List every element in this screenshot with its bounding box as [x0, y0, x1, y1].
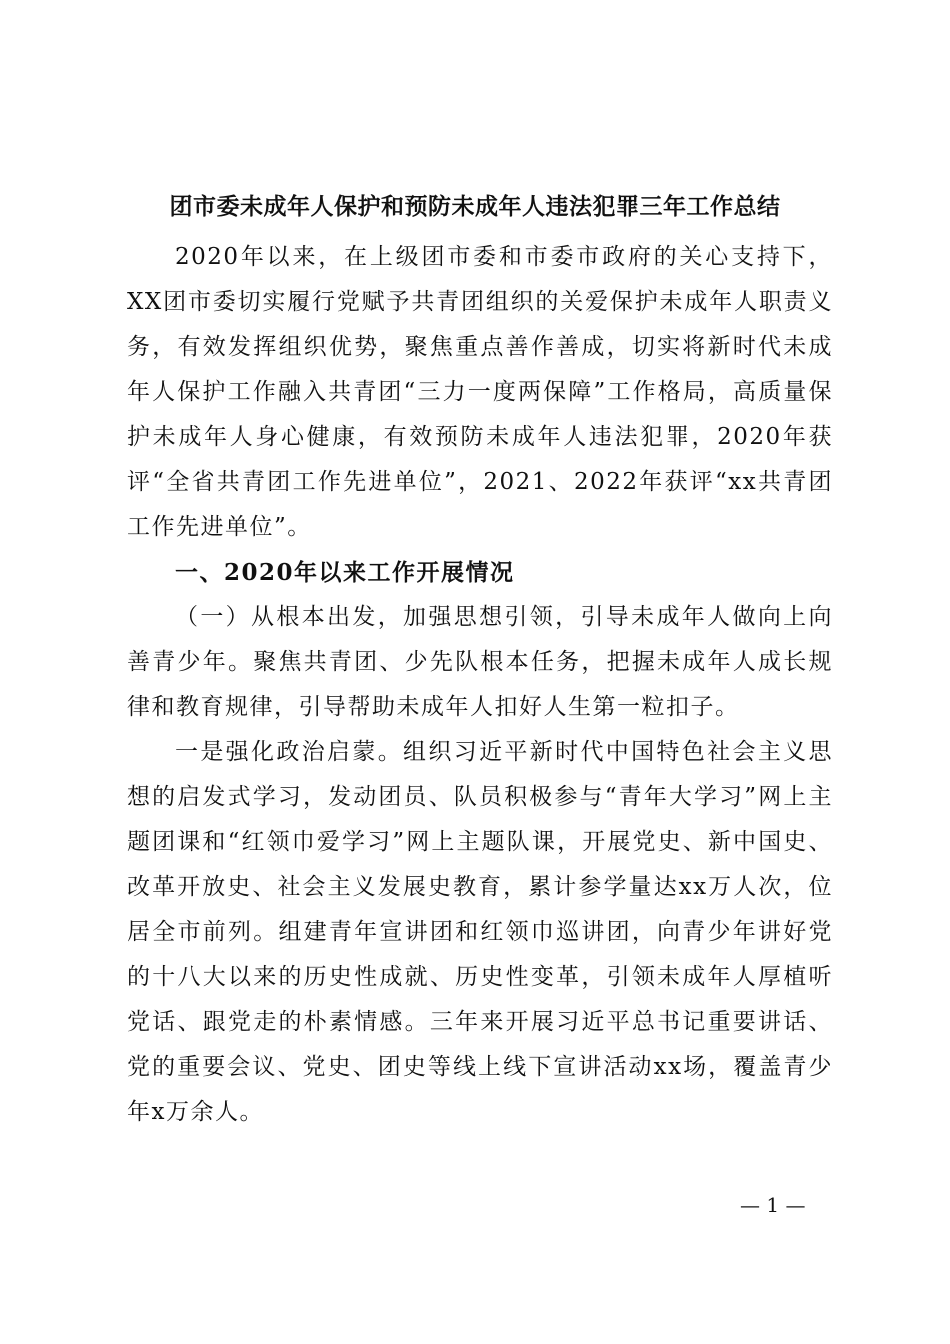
intro-paragraph: 2020年以来，在上级团市委和市委市政府的关心支持下，XX团市委切实履行党赋予共青团组织的关爱保护未成年人职责义务，有效发挥组织优势，聚焦重点善作善成，切实将新时代未成年人保护工作融入共青团“三力一度两保障”工作格局，高质量保护未成年人身心健康，有效预防未成年人违法犯罪，2020年获评“全省共青团工作先进单位”，2021、2022年获评“xx共青团工作先进单位”。: [127, 244, 833, 540]
point-paragraph-1: 一是强化政治启蒙。组织习近平新时代中国特色社会主义思想的启发式学习，发动团员、队员积极参与“青年大学习”网上主题团课和“红领巾爱学习”网上主题队课，开展党史、新中国史、改革开放史、社会主义发展史教育，累计参学量达xx万人次，位居全市前列。组建青年宣讲团和红领巾巡讲团，向青少年讲好党的十八大以来的历史性成就、历史性变革，引领未成年人厚植听党话、跟党走的朴素情感。三年来开展习近平总书记重要讲话、党的重要会议、党史、团史等线上线下宣讲活动xx场，覆盖青少年x万余人。: [127, 739, 833, 1125]
page-number: — 1 —: [740, 1193, 806, 1217]
subsection-paragraph-1: （一）从根本出发，加强思想引领，引导未成年人做向上向善青少年。聚焦共青团、少先队根本任务，把握未成年人成长规律和教育规律，引导帮助未成年人扣好人生第一粒扣子。: [127, 604, 833, 720]
document-body: [127, 235, 833, 1135]
section-heading-1: 一、2020年以来工作开展情况: [175, 559, 515, 586]
document-title: 团市委未成年人保护和预防未成年人违法犯罪三年工作总结: [169, 193, 781, 220]
